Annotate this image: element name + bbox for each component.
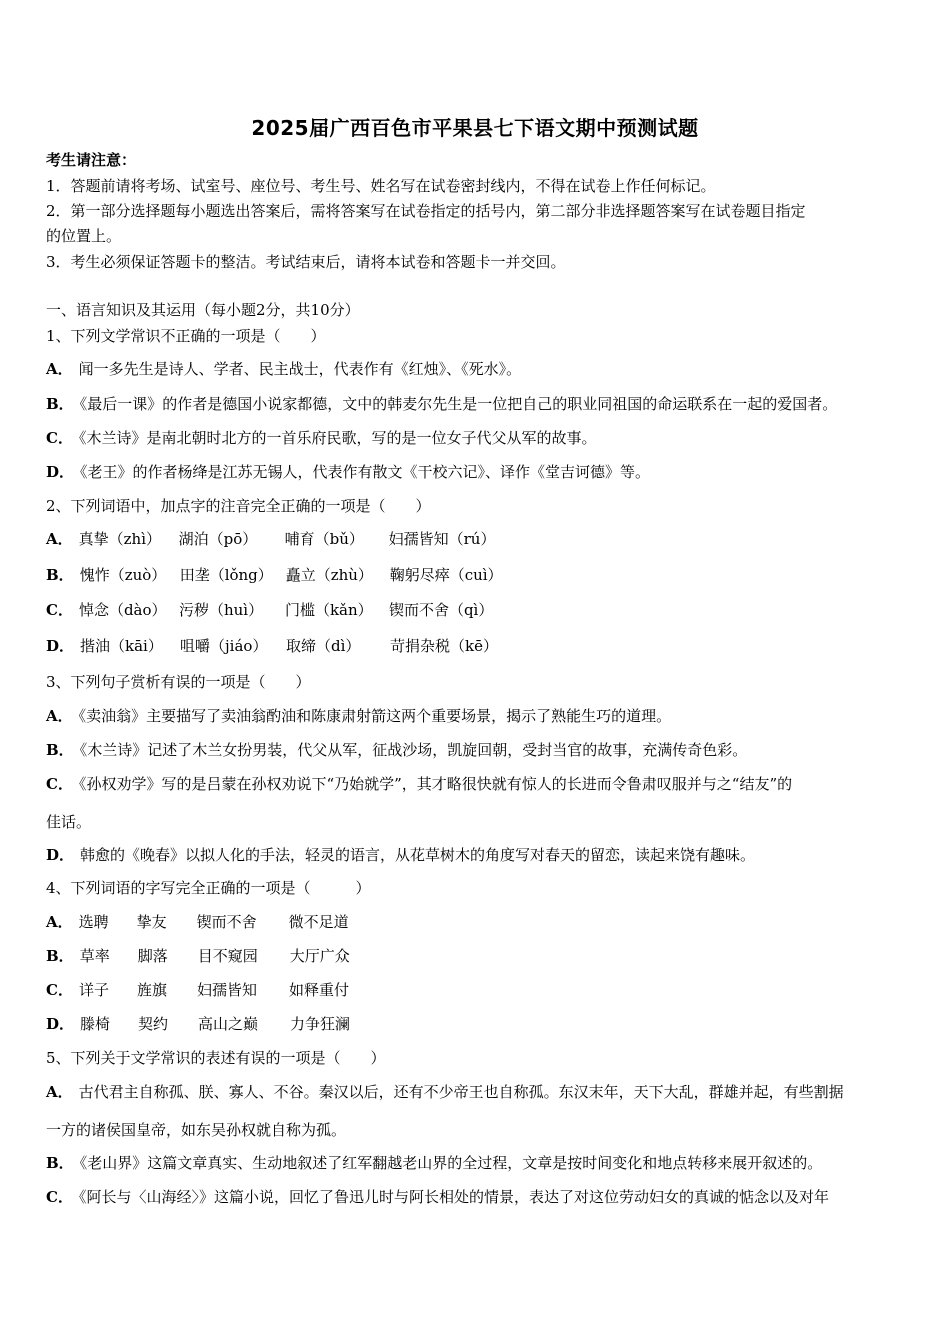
option-word: 微不足道 [288, 913, 349, 931]
option-word: 选聘 [78, 913, 109, 931]
option-label: C． [46, 981, 73, 999]
option-text: 《最后一课》的作者是德国小说家都德，文中的韩麦尔先生是一位把自己的职业同祖国的命运联系在一起的爱国者。 [79, 395, 838, 413]
option-word: 契约 [138, 1015, 169, 1033]
option-text: 古代君主自称孤、朕、寡人、不谷。秦汉以后，还有不少帝王也自称孤。东汉末年，天下大乱，群雄并起，有些割据 [78, 1083, 844, 1101]
option-word: 草率 [79, 947, 110, 965]
option-word: 真挚（zhì） [78, 530, 162, 548]
option-label: A． [46, 360, 73, 378]
option-word: 取缔（dì） [286, 637, 361, 655]
option-text: 《卖油翁》主要描写了卖油翁酌油和陈康肃射箭这两个重要场景，揭示了熟能生巧的道理。 [78, 707, 672, 725]
option-label: D． [46, 463, 75, 481]
q3-option-a[interactable] [46, 706, 671, 726]
option-text: 《木兰诗》记述了木兰女扮男装，代父从军，征战沙场，凯旋回朝，受封当官的故事，充满传奇色彩。 [79, 741, 748, 759]
q5-option-a-cont: 一方的诸侯国皇帝，如东吴孙权就自称为孤。 [46, 1121, 347, 1139]
option-word: 门槛（kǎn） [284, 601, 373, 619]
q3-option-c-cont: 佳话。 [46, 813, 92, 831]
q1-option-d[interactable] [46, 462, 650, 482]
q5-option-b[interactable] [46, 1153, 822, 1173]
option-text: 《孙权劝学》写的是吕蒙在孙权劝说下“乃始就学”，其才略很快就有惊人的长进而令鲁肃叹服并与之“结友”的 [78, 775, 793, 793]
q4-option-d[interactable] [46, 1014, 350, 1034]
option-text: 《老山界》这篇文章真实、生动地叙述了红军翻越老山界的全过程，文章是按时间变化和地点转移来展开叙述的。 [79, 1154, 823, 1172]
option-word: 锲而不舍 [196, 913, 257, 931]
q4-option-b[interactable] [46, 946, 350, 966]
option-word: 大厅广众 [289, 947, 350, 965]
option-label: B． [46, 947, 74, 965]
option-word: 苛捐杂税（kē） [390, 637, 498, 655]
option-label: C． [46, 775, 73, 793]
option-label: B． [46, 1154, 74, 1172]
option-word: 妇孺皆知（rú） [388, 530, 496, 548]
option-label: A． [46, 530, 73, 548]
option-word: 揩油（kāi） [80, 637, 163, 655]
notice-item-1: 1．答题前请将考场、试室号、座位号、考生号、姓名写在试卷密封线内，不得在试卷上作任何标记。 [46, 177, 716, 195]
option-word: 妇孺皆知 [196, 981, 257, 999]
q3-option-b[interactable] [46, 740, 747, 760]
option-label: B． [46, 741, 74, 759]
option-word: 愧怍（zuò） [79, 566, 167, 584]
option-word: 锲而不舍（qì） [388, 601, 494, 619]
notice-item-2: 2．第一部分选择题每小题选出答案后，需将答案写在试卷指定的括号内，第二部分非选择题答案写在试卷题目指定 [46, 202, 806, 220]
option-word: 挚友 [136, 913, 167, 931]
option-word: 鞠躬尽瘁（cuì） [389, 566, 503, 584]
q1-option-a[interactable] [46, 359, 521, 379]
option-text: 《木兰诗》是南北朝时北方的一首乐府民歌，写的是一位女子代父从军的故事。 [78, 429, 597, 447]
q5-option-a[interactable] [46, 1082, 844, 1102]
notice-item-2-cont: 的位置上。 [46, 227, 122, 245]
option-text: 闻一多先生是诗人、学者、民主战士，代表作有《红烛》、《死水》。 [78, 360, 522, 378]
option-word: 咀嚼（jiáo） [180, 637, 268, 655]
option-word: 目不窥园 [197, 947, 258, 965]
option-label: D． [46, 1015, 75, 1033]
q3-option-c[interactable] [46, 774, 792, 794]
option-word: 湖泊（pō） [178, 530, 258, 548]
option-label: C． [46, 1188, 73, 1206]
notice-item-3: 3．考生必须保证答题卡的整洁。考试结束后，请将本试卷和答题卡一并交回。 [46, 253, 566, 271]
q1-option-b[interactable] [46, 394, 837, 414]
q1-stem: 1、下列文学常识不正确的一项是（ ） [46, 327, 326, 345]
q2-stem: 2、下列词语中，加点字的注音完全正确的一项是（ ） [46, 497, 431, 515]
q2-option-d[interactable] [46, 636, 498, 656]
option-word: 详子 [78, 981, 109, 999]
option-text: 韩愈的《晚春》以拟人化的手法，轻灵的语言，从花草树木的角度写对春天的留恋，读起来饶有趣味。 [80, 846, 756, 864]
option-word: 悼念（dào） [78, 601, 167, 619]
option-label: C． [46, 601, 73, 619]
q4-option-c[interactable] [46, 980, 349, 1000]
option-word: 如释重付 [288, 981, 349, 999]
option-word: 田垄（lǒng） [179, 566, 273, 584]
q4-stem: 4、下列词语的字写完全正确的一项是（ ） [46, 879, 371, 897]
option-label: A． [46, 707, 73, 725]
option-label: A． [46, 1083, 73, 1101]
option-word: 力争狂澜 [290, 1015, 351, 1033]
option-label: D． [46, 846, 75, 864]
q5-option-c[interactable] [46, 1187, 829, 1207]
page-title: 2025届广西百色市平果县七下语文期中预测试题 [251, 116, 699, 140]
option-word: 滕椅 [80, 1015, 111, 1033]
q3-option-d[interactable] [46, 845, 755, 865]
option-word: 旌旗 [136, 981, 167, 999]
section-heading: 一、语言知识及其运用（每小题2分，共10分） [46, 301, 360, 319]
option-label: A． [46, 913, 73, 931]
q2-option-b[interactable] [46, 565, 503, 585]
option-word: 哺育（bǔ） [284, 530, 364, 548]
q1-option-c[interactable] [46, 428, 596, 448]
q4-option-a[interactable] [46, 912, 349, 932]
q2-option-a[interactable] [46, 529, 495, 549]
option-label: D． [46, 637, 75, 655]
option-text: 《老王》的作者杨绛是江苏无锡人，代表作有散文《干校六记》、译作《堂吉诃德》等。 [80, 463, 651, 481]
option-label: B． [46, 566, 74, 584]
option-label: B． [46, 395, 74, 413]
q2-option-c[interactable] [46, 600, 493, 620]
notice-heading: 考生请注意： [46, 151, 137, 169]
option-word: 污秽（huì） [178, 601, 264, 619]
option-text: 《阿长与〈山海经〉》这篇小说，回忆了鲁迅儿时与阿长相处的情景，表达了对这位劳动妇女的真诚的惦念以及对年 [78, 1188, 829, 1206]
option-word: 脚落 [137, 947, 168, 965]
option-word: 高山之巅 [198, 1015, 259, 1033]
option-word: 矗立（zhù） [285, 566, 373, 584]
option-label: C． [46, 429, 73, 447]
q3-stem: 3、下列句子赏析有误的一项是（ ） [46, 673, 311, 691]
q5-stem: 5、下列关于文学常识的表述有误的一项是（ ） [46, 1049, 386, 1067]
